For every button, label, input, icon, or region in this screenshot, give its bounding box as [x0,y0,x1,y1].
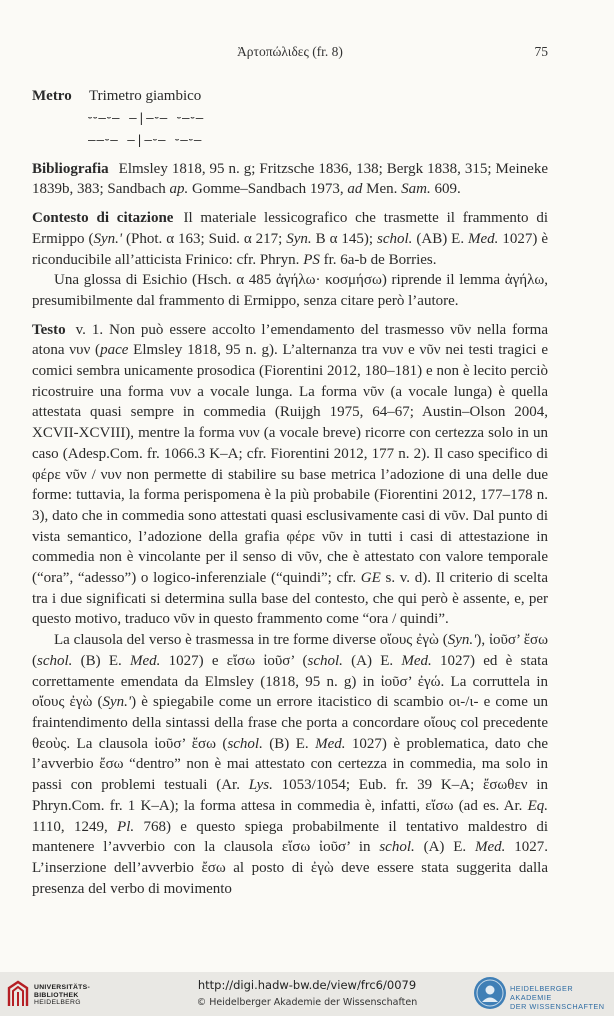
permalink-url[interactable]: http://digi.hadw-bw.de/view/frc6/0079 [197,978,417,992]
text-run: (Phot. α 163; Suid. α 217; [122,230,287,247]
text-run: (A) E. [342,652,402,669]
bibliography-label: Bibliografia [32,160,109,177]
page-number: 75 [534,44,548,59]
text-run: 1027) ed è stata correttamente emendata da Elmsley (1818, 95 n. g) in ἰοῦσ’ ἐγώ. La corruttela in οἴους ἐγὼ ( [32,652,548,711]
text-run: v. 1. Non può essere accolto l’emendamento del trasmesso νῦν nella forma atona νυν ( [32,321,548,359]
italic-run: pace [100,342,129,359]
text-run: (AB) E. [412,230,469,247]
viewer-footer [0,972,614,1016]
metre-label: Metro [32,88,72,104]
text-run: fr. 6a-b de Borries. [319,251,437,268]
uni-line-1: UNIVERSITÄTS- [34,984,91,991]
text-run: 1027) e εἴσω ἰοῦσ’ ( [160,652,308,669]
italic-run: schol. [379,839,415,856]
italic-run: Syn.ʹ [102,694,132,711]
text-paragraph-2 [32,632,548,896]
bibliography-text-a: Elmsley 1818, 95 n. g; Fritzsche 1836, 138; Bergk 1838, 315; Meineke 1839b, 383; Sandbach [32,160,548,198]
text-run: ), ἰοῦσ’ ἔσω ( [32,632,549,669]
context-paragraph-2 [32,272,548,309]
academy-logo[interactable] [474,976,606,1012]
italic-run: GE [360,570,381,587]
text-run: 1027. L’inserzione dell’avverbio ἔσω al posto di ἐγὼ deve essere stata suggerita dalla presenza del verbo di movimento [32,839,548,897]
copyright-notice: © Heidelberger Akademie der Wissenschaften [196,997,418,1008]
italic-run: Med. [315,735,346,752]
text-paragraph-2-block [32,630,548,899]
italic-run: Syn.ʹ [447,632,477,649]
bibliography-section [32,159,548,200]
text-run: Il materiale lessicografico che trasmette il frammento di Ermippo ( [32,210,548,247]
italic-run: Pl. [117,818,135,835]
italic-run: schol. [37,652,73,669]
text-run: B α 145); [311,230,378,247]
italic-run: schol. [227,735,263,752]
italic-run: Med. [468,230,499,247]
bibliography-sam: Sam. [401,181,431,198]
context-section [32,208,548,270]
text-run: (A) E. [414,839,475,856]
metre-section [32,86,548,151]
uni-line-2: BIBLIOTHEK [34,991,79,999]
metre-scheme-line-2: ––⏑– –|–⏑– ⏑–⏑– [88,131,203,147]
academy-line-1: HEIDELBERGER AKADEMIE [510,984,574,1002]
italic-run: Lys. [248,777,273,794]
italic-run: Syn.ʹ [93,230,123,247]
text-run: La clausola del verso è trasmessa in tre forme diverse οἴους ἐγὼ ( [54,632,448,649]
text-run: (B) E. [262,735,316,752]
text-run: s. v. d). Il criterio di scelta tra i due significati si determina sulla base del contesto, che qui però è assente, e, per questo motivo, traduco νῦν in questo frammento come “ora / quindi”. [32,570,548,628]
text-paragraph-1 [32,322,548,628]
academy-name [510,984,606,1011]
bibliography-ad: ad [347,181,363,198]
text-run: 1053/1054; Eub. fr. 39 K–A; ἔσωθεν in Phryn.Com. fr. 1 K–A); la forma attesa in commedia è, infatti, εἴσω (ad es. Ar. [32,777,548,814]
text-run: 768) e questo spiega probabilmente il tentativo maldestro di mantenere l’avverbio con la clausola εἴσω ἰοῦσ’ in [32,818,548,856]
text-label: Testo [32,321,66,338]
metre-scheme-line-1: ⏑⏑–⏑– –|–⏑– ⏑–⏑– [88,109,205,125]
academy-seal-icon [474,977,506,1009]
italic-run: Eq. [527,797,548,814]
text-run: 1027) è problematica, dato che l’avverbio ἔσω “dentro” non è mai attestato con certezza in commedia, ma solo in passi con problemi testuali (Ar. [32,735,548,794]
running-title: Ἀρτοπώλιδες (fr. 8) [237,44,343,59]
text-run: Una glossa di Esichio (Hsch. α 485 ἀγήλω· κοσμήσω) riprende il lemma ἀγήλω, presumibilmente dal frammento di Ermippo, senza citare però l’autore. [32,272,548,309]
text-section [32,320,548,631]
metre-name: Trimetro giambico [88,88,202,104]
bibliography-ap: ap. [169,181,189,198]
context-paragraph-2-block [32,270,548,311]
text-run: Elmsley 1818, 95 n. g). L’alternanza tra νυν e νῦν nei testi tragici e comici sembra unicamente prosodica (Fiorentini 2012, 180–181) e non è lecito perciò ricostruire una forma νυν a vocale lunga. La forma νῦν (a vocale lunga) è quella attestata quasi sempre in commedia (Ruijgh 1975, 64–67; Austin–Olson 2004, XCVII-XCVIII), mentre la forma νυν (a vocale breve) ricorre con certezza solo in un caso (Adesp.Com. fr. 1066.3 K–A; cfr. Fiorentini 2012, 177 n. 2). Il caso specifico di φέρε νῦν / νυν non permette di stabilire su base metrica l’adozione di una delle due forme: tuttavia, la forma perispomena è la più probabile (Fiorentini 2012, 177–178 n. 3), dato che in commedia sono attestati quasi esclusivamente casi di νῦν. Dal punto di vista semantico, l’adozione della grafia φέρε νῦν in tutti i casi di attestazione in commedia non è vincolante per il senso di νῦν, che è attestato con valore temporale (“ora”, “adesso”) o logico-inferenziale (“quindi”; cfr. [32,342,548,587]
text-run: 1027) è riconducibile all’atticista Frinico: cfr. Phryn. [32,230,548,268]
bibliography-text-b: Gomme–Sandbach 1973, [188,181,348,198]
italic-run: Med. [475,839,506,856]
text-run: (B) E. [72,652,131,669]
bibliography-text-d: 609. [430,181,461,198]
italic-run: Med. [401,652,432,669]
italic-run: PS [303,251,320,268]
context-label: Contesto di citazione [32,210,174,227]
text-run: 1110, 1249, [32,818,118,835]
italic-run: Syn. [286,230,312,247]
italic-run: schol. [377,230,413,247]
uni-line-3: HEIDELBERG [34,999,81,1007]
italic-run: Med. [130,652,161,669]
academy-line-2: DER WISSENSCHAFTEN [510,1002,605,1011]
bibliography-text-c: Men. [362,181,402,198]
commentary-body [32,86,548,899]
text-run: ) è spiegabile come un errore itacistico di scambio οι-/ι- e come un fraintendimento della sintassi della frase che porta a concordare οἴους col precedente θεοὺς. La clausola ἰοῦσ’ ἔσω ( [32,694,548,752]
italic-run: schol. [307,652,343,669]
